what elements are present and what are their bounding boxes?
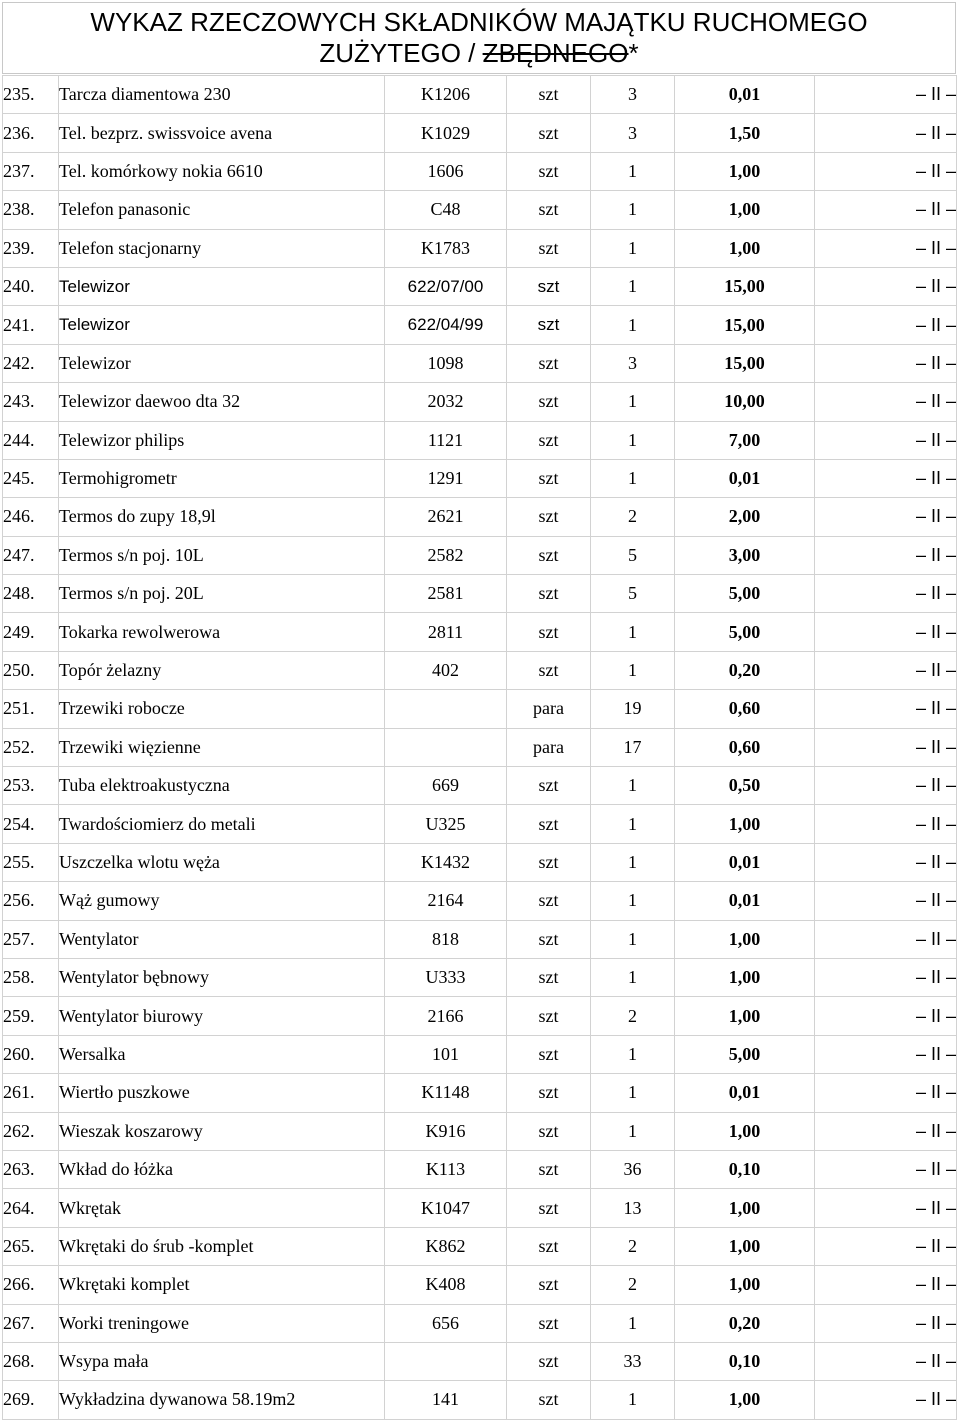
inventory-number — [385, 728, 507, 766]
table-row — [3, 651, 957, 689]
quantity: 1 — [591, 920, 675, 958]
remarks-ditto: – II – — [815, 958, 957, 996]
table-row — [3, 690, 957, 728]
inventory-number: 2032 — [385, 383, 507, 421]
row-number: 236. — [3, 114, 59, 152]
row-number: 259. — [3, 997, 59, 1035]
remarks-ditto: – II – — [815, 1150, 957, 1188]
remarks-ditto: – II – — [815, 1074, 957, 1112]
table-row — [3, 997, 957, 1035]
inventory-number: 141 — [385, 1381, 507, 1419]
row-number: 256. — [3, 882, 59, 920]
inventory-number: K408 — [385, 1266, 507, 1304]
quantity: 1 — [591, 459, 675, 497]
item-value: 0,50 — [675, 767, 815, 805]
item-value: 1,00 — [675, 1227, 815, 1265]
inventory-number: 1121 — [385, 421, 507, 459]
quantity: 3 — [591, 114, 675, 152]
item-value: 0,01 — [675, 843, 815, 881]
row-number: 245. — [3, 459, 59, 497]
item-name: Wiertło puszkowe — [59, 1074, 385, 1112]
row-number: 243. — [3, 383, 59, 421]
quantity: 3 — [591, 344, 675, 382]
unit-of-measure: szt — [507, 1227, 591, 1265]
remarks-ditto: – II – — [815, 498, 957, 536]
item-name: Termos do zupy 18,9l — [59, 498, 385, 536]
inventory-number: 1291 — [385, 459, 507, 497]
inventory-number: 1098 — [385, 344, 507, 382]
unit-of-measure: szt — [507, 1074, 591, 1112]
item-name: Telefon stacjonarny — [59, 229, 385, 267]
row-number: 267. — [3, 1304, 59, 1342]
remarks-ditto: – II – — [815, 152, 957, 190]
quantity: 1 — [591, 191, 675, 229]
title-line-2-prefix: ZUŻYTEGO / — [319, 38, 483, 68]
remarks-ditto: – II – — [815, 114, 957, 152]
item-name: Trzewiki robocze — [59, 690, 385, 728]
quantity: 1 — [591, 958, 675, 996]
item-value: 1,00 — [675, 920, 815, 958]
item-value: 1,00 — [675, 805, 815, 843]
row-number: 269. — [3, 1381, 59, 1419]
inventory-number: K862 — [385, 1227, 507, 1265]
item-value: 2,00 — [675, 498, 815, 536]
table-row — [3, 1266, 957, 1304]
unit-of-measure: szt — [507, 1342, 591, 1380]
quantity: 1 — [591, 805, 675, 843]
quantity: 2 — [591, 1227, 675, 1265]
table-row — [3, 1150, 957, 1188]
table-row — [3, 498, 957, 536]
row-number: 257. — [3, 920, 59, 958]
item-value: 15,00 — [675, 344, 815, 382]
item-value: 15,00 — [675, 267, 815, 305]
table-row — [3, 76, 957, 114]
item-name: Telefon panasonic — [59, 191, 385, 229]
item-name: Wentylator bębnowy — [59, 958, 385, 996]
row-number: 250. — [3, 651, 59, 689]
table-row — [3, 344, 957, 382]
remarks-ditto: – II – — [815, 767, 957, 805]
item-value: 0,10 — [675, 1342, 815, 1380]
quantity: 13 — [591, 1189, 675, 1227]
item-value: 1,50 — [675, 114, 815, 152]
item-value: 1,00 — [675, 1266, 815, 1304]
row-number: 239. — [3, 229, 59, 267]
item-name: Wąż gumowy — [59, 882, 385, 920]
inventory-number: K1148 — [385, 1074, 507, 1112]
row-number: 247. — [3, 536, 59, 574]
quantity: 1 — [591, 1304, 675, 1342]
unit-of-measure: szt — [507, 536, 591, 574]
row-number: 260. — [3, 1035, 59, 1073]
unit-of-measure: szt — [507, 1112, 591, 1150]
row-number: 251. — [3, 690, 59, 728]
quantity: 5 — [591, 575, 675, 613]
table-row — [3, 1035, 957, 1073]
row-number: 266. — [3, 1266, 59, 1304]
item-name: Telewizor — [59, 344, 385, 382]
unit-of-measure: szt — [507, 498, 591, 536]
table-row — [3, 613, 957, 651]
unit-of-measure: szt — [507, 1381, 591, 1419]
unit-of-measure: szt — [507, 306, 591, 344]
inventory-number: U333 — [385, 958, 507, 996]
item-value: 0,60 — [675, 728, 815, 766]
remarks-ditto: – II – — [815, 997, 957, 1035]
item-name: Tarcza diamentowa 230 — [59, 76, 385, 114]
remarks-ditto: – II – — [815, 651, 957, 689]
inventory-rows — [3, 76, 957, 1420]
remarks-ditto: – II – — [815, 882, 957, 920]
quantity: 1 — [591, 306, 675, 344]
inventory-number: 2811 — [385, 613, 507, 651]
unit-of-measure: szt — [507, 767, 591, 805]
inventory-table — [2, 75, 957, 1420]
unit-of-measure: szt — [507, 421, 591, 459]
remarks-ditto: – II – — [815, 728, 957, 766]
row-number: 237. — [3, 152, 59, 190]
table-row — [3, 1112, 957, 1150]
remarks-ditto: – II – — [815, 383, 957, 421]
item-name: Wentylator — [59, 920, 385, 958]
table-row — [3, 267, 957, 305]
item-value: 0,01 — [675, 882, 815, 920]
table-row — [3, 958, 957, 996]
quantity: 1 — [591, 651, 675, 689]
item-value: 1,00 — [675, 958, 815, 996]
remarks-ditto: – II – — [815, 459, 957, 497]
quantity: 1 — [591, 1074, 675, 1112]
quantity: 2 — [591, 997, 675, 1035]
inventory-number: K1206 — [385, 76, 507, 114]
table-row — [3, 152, 957, 190]
row-number: 258. — [3, 958, 59, 996]
inventory-number: 669 — [385, 767, 507, 805]
item-value: 0,60 — [675, 690, 815, 728]
item-value: 1,00 — [675, 152, 815, 190]
unit-of-measure: szt — [507, 997, 591, 1035]
inventory-number: 101 — [385, 1035, 507, 1073]
row-number: 262. — [3, 1112, 59, 1150]
row-number: 263. — [3, 1150, 59, 1188]
remarks-ditto: – II – — [815, 613, 957, 651]
row-number: 241. — [3, 306, 59, 344]
remarks-ditto: – II – — [815, 267, 957, 305]
unit-of-measure: szt — [507, 191, 591, 229]
item-value: 1,00 — [675, 191, 815, 229]
table-row — [3, 1227, 957, 1265]
item-value: 3,00 — [675, 536, 815, 574]
inventory-number: K1029 — [385, 114, 507, 152]
table-row — [3, 843, 957, 881]
table-row — [3, 421, 957, 459]
inventory-number: 1606 — [385, 152, 507, 190]
inventory-number: 2164 — [385, 882, 507, 920]
row-number: 238. — [3, 191, 59, 229]
row-number: 235. — [3, 76, 59, 114]
remarks-ditto: – II – — [815, 1266, 957, 1304]
inventory-number: 2581 — [385, 575, 507, 613]
remarks-ditto: – II – — [815, 1189, 957, 1227]
inventory-number — [385, 1342, 507, 1380]
unit-of-measure: szt — [507, 1035, 591, 1073]
unit-of-measure: szt — [507, 383, 591, 421]
row-number: 255. — [3, 843, 59, 881]
table-row — [3, 536, 957, 574]
item-name: Wentylator biurowy — [59, 997, 385, 1035]
item-name: Wkrętak — [59, 1189, 385, 1227]
unit-of-measure: szt — [507, 613, 591, 651]
unit-of-measure: szt — [507, 882, 591, 920]
unit-of-measure: szt — [507, 76, 591, 114]
table-row — [3, 114, 957, 152]
item-name: Wsypa mała — [59, 1342, 385, 1380]
inventory-number: U325 — [385, 805, 507, 843]
inventory-number: 656 — [385, 1304, 507, 1342]
table-row — [3, 229, 957, 267]
item-name: Topór żelazny — [59, 651, 385, 689]
row-number: 246. — [3, 498, 59, 536]
table-row — [3, 1189, 957, 1227]
row-number: 268. — [3, 1342, 59, 1380]
item-value: 0,01 — [675, 76, 815, 114]
unit-of-measure: szt — [507, 267, 591, 305]
inventory-number: 818 — [385, 920, 507, 958]
title-line-1: WYKAZ RZECZOWYCH SKŁADNIKÓW MAJĄTKU RUCHOMEGO — [90, 7, 868, 37]
item-name: Telewizor daewoo dta 32 — [59, 383, 385, 421]
table-row — [3, 459, 957, 497]
quantity: 1 — [591, 613, 675, 651]
item-value: 5,00 — [675, 1035, 815, 1073]
row-number: 248. — [3, 575, 59, 613]
remarks-ditto: – II – — [815, 575, 957, 613]
title-struck-word: ZBĘDNEGO — [482, 38, 629, 68]
item-name: Uszczelka wlotu węża — [59, 843, 385, 881]
quantity: 1 — [591, 152, 675, 190]
unit-of-measure: szt — [507, 1189, 591, 1227]
inventory-number: K1047 — [385, 1189, 507, 1227]
table-row — [3, 1381, 957, 1419]
item-value: 0,01 — [675, 1074, 815, 1112]
item-value: 1,00 — [675, 1189, 815, 1227]
remarks-ditto: – II – — [815, 76, 957, 114]
table-row — [3, 1074, 957, 1112]
inventory-number: 2166 — [385, 997, 507, 1035]
row-number: 261. — [3, 1074, 59, 1112]
item-name: Termos s/n poj. 20L — [59, 575, 385, 613]
item-value: 10,00 — [675, 383, 815, 421]
item-value: 5,00 — [675, 575, 815, 613]
quantity: 2 — [591, 498, 675, 536]
row-number: 252. — [3, 728, 59, 766]
row-number: 264. — [3, 1189, 59, 1227]
table-row — [3, 191, 957, 229]
item-value: 0,20 — [675, 651, 815, 689]
inventory-number — [385, 690, 507, 728]
unit-of-measure: szt — [507, 152, 591, 190]
quantity: 1 — [591, 229, 675, 267]
quantity: 1 — [591, 1112, 675, 1150]
item-value: 15,00 — [675, 306, 815, 344]
quantity: 1 — [591, 421, 675, 459]
quantity: 17 — [591, 728, 675, 766]
quantity: 1 — [591, 882, 675, 920]
table-row — [3, 767, 957, 805]
inventory-number: K1432 — [385, 843, 507, 881]
item-name: Wkład do łóżka — [59, 1150, 385, 1188]
table-row — [3, 728, 957, 766]
quantity: 36 — [591, 1150, 675, 1188]
item-name: Twardościomierz do metali — [59, 805, 385, 843]
remarks-ditto: – II – — [815, 1227, 957, 1265]
remarks-ditto: – II – — [815, 421, 957, 459]
row-number: 244. — [3, 421, 59, 459]
unit-of-measure: szt — [507, 1150, 591, 1188]
quantity: 1 — [591, 1035, 675, 1073]
remarks-ditto: – II – — [815, 805, 957, 843]
item-value: 7,00 — [675, 421, 815, 459]
quantity: 1 — [591, 267, 675, 305]
remarks-ditto: – II – — [815, 1304, 957, 1342]
inventory-number: 2582 — [385, 536, 507, 574]
unit-of-measure: szt — [507, 958, 591, 996]
item-name: Wersalka — [59, 1035, 385, 1073]
quantity: 33 — [591, 1342, 675, 1380]
quantity: 5 — [591, 536, 675, 574]
table-row — [3, 1342, 957, 1380]
unit-of-measure: szt — [507, 1266, 591, 1304]
inventory-number: 402 — [385, 651, 507, 689]
remarks-ditto: – II – — [815, 1342, 957, 1380]
remarks-ditto: – II – — [815, 229, 957, 267]
unit-of-measure: szt — [507, 805, 591, 843]
inventory-number: 622/04/99 — [385, 306, 507, 344]
inventory-number: 622/07/00 — [385, 267, 507, 305]
remarks-ditto: – II – — [815, 920, 957, 958]
table-row — [3, 882, 957, 920]
remarks-ditto: – II – — [815, 344, 957, 382]
inventory-number: K1783 — [385, 229, 507, 267]
item-name: Telewizor philips — [59, 421, 385, 459]
remarks-ditto: – II – — [815, 191, 957, 229]
remarks-ditto: – II – — [815, 1035, 957, 1073]
table-row — [3, 383, 957, 421]
title-line-2-suffix: * — [628, 38, 639, 68]
item-name: Worki treningowe — [59, 1304, 385, 1342]
quantity: 1 — [591, 383, 675, 421]
item-value: 0,20 — [675, 1304, 815, 1342]
unit-of-measure: para — [507, 690, 591, 728]
item-value: 1,00 — [675, 1112, 815, 1150]
item-name: Tokarka rewolwerowa — [59, 613, 385, 651]
inventory-number: 2621 — [385, 498, 507, 536]
document-title — [2, 2, 956, 74]
item-name: Wkrętaki komplet — [59, 1266, 385, 1304]
inventory-number: K916 — [385, 1112, 507, 1150]
remarks-ditto: – II – — [815, 843, 957, 881]
quantity: 19 — [591, 690, 675, 728]
row-number: 249. — [3, 613, 59, 651]
item-name: Trzewiki więzienne — [59, 728, 385, 766]
quantity: 3 — [591, 76, 675, 114]
item-name: Tel. komórkowy nokia 6610 — [59, 152, 385, 190]
item-value: 0,01 — [675, 459, 815, 497]
table-row — [3, 575, 957, 613]
inventory-number: C48 — [385, 191, 507, 229]
item-name: Tel. bezprz. swissvoice avena — [59, 114, 385, 152]
table-row — [3, 306, 957, 344]
unit-of-measure: szt — [507, 843, 591, 881]
quantity: 1 — [591, 1381, 675, 1419]
row-number: 253. — [3, 767, 59, 805]
table-row — [3, 805, 957, 843]
unit-of-measure: szt — [507, 114, 591, 152]
item-name: Telewizor — [59, 267, 385, 305]
row-number: 265. — [3, 1227, 59, 1265]
unit-of-measure: szt — [507, 459, 591, 497]
item-name: Wieszak koszarowy — [59, 1112, 385, 1150]
item-name: Wykładzina dywanowa 58.19m2 — [59, 1381, 385, 1419]
item-value: 1,00 — [675, 997, 815, 1035]
unit-of-measure: szt — [507, 920, 591, 958]
item-value: 0,10 — [675, 1150, 815, 1188]
quantity: 1 — [591, 767, 675, 805]
unit-of-measure: szt — [507, 229, 591, 267]
remarks-ditto: – II – — [815, 1112, 957, 1150]
remarks-ditto: – II – — [815, 306, 957, 344]
inventory-number: K113 — [385, 1150, 507, 1188]
remarks-ditto: – II – — [815, 1381, 957, 1419]
remarks-ditto: – II – — [815, 536, 957, 574]
unit-of-measure: szt — [507, 1304, 591, 1342]
item-name: Tuba elektroakustyczna — [59, 767, 385, 805]
quantity: 2 — [591, 1266, 675, 1304]
quantity: 1 — [591, 843, 675, 881]
item-name: Termos s/n poj. 10L — [59, 536, 385, 574]
table-row — [3, 920, 957, 958]
table-row — [3, 1304, 957, 1342]
row-number: 254. — [3, 805, 59, 843]
unit-of-measure: szt — [507, 575, 591, 613]
unit-of-measure: szt — [507, 651, 591, 689]
remarks-ditto: – II – — [815, 690, 957, 728]
item-name: Termohigrometr — [59, 459, 385, 497]
item-value: 1,00 — [675, 229, 815, 267]
unit-of-measure: para — [507, 728, 591, 766]
item-value: 5,00 — [675, 613, 815, 651]
item-name: Telewizor — [59, 306, 385, 344]
item-value: 1,00 — [675, 1381, 815, 1419]
row-number: 242. — [3, 344, 59, 382]
unit-of-measure: szt — [507, 344, 591, 382]
item-name: Wkrętaki do śrub -komplet — [59, 1227, 385, 1265]
title-line-2 — [3, 38, 955, 69]
row-number: 240. — [3, 267, 59, 305]
